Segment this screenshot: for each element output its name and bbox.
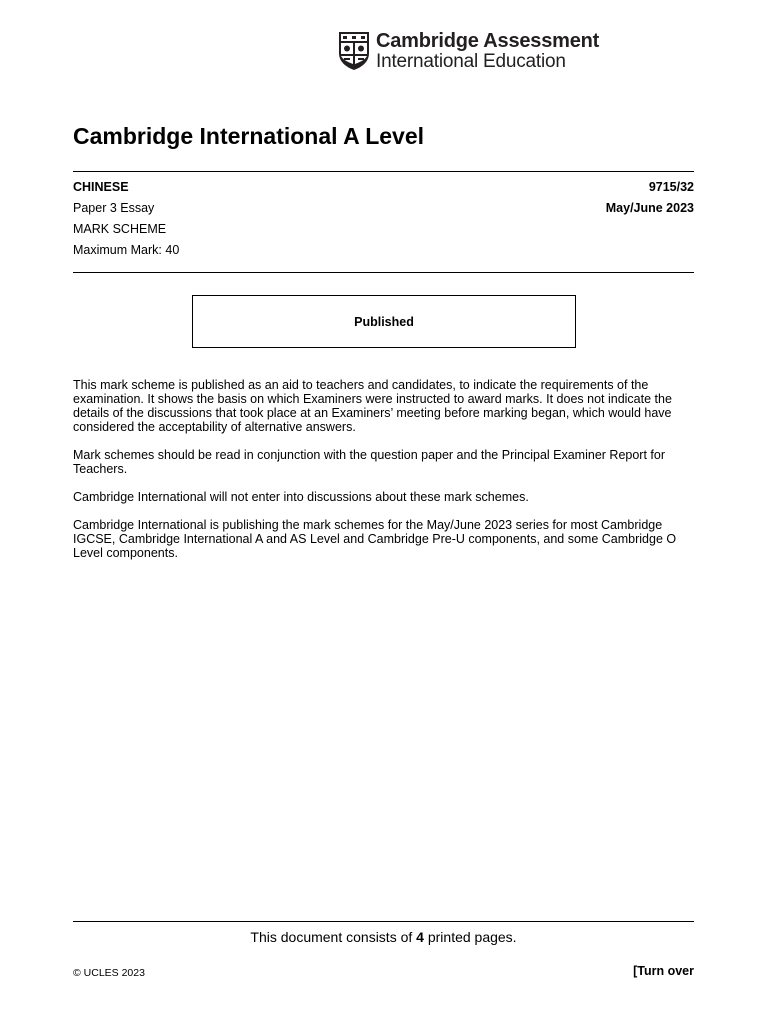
turn-over: [Turn over — [633, 964, 694, 978]
meta-right — [606, 177, 694, 219]
published-status-box — [192, 295, 576, 348]
footer-rule — [73, 921, 694, 922]
page-count-suffix: printed pages. — [427, 929, 517, 945]
paper-title: Paper 3 Essay — [73, 201, 155, 215]
top-rule — [73, 171, 694, 172]
qualification-title: Cambridge International A Level — [73, 123, 425, 149]
published-label: Published — [354, 314, 414, 329]
page-count-prefix: This document consists of — [250, 929, 413, 945]
maximum-mark: Maximum Mark: 40 — [73, 243, 180, 257]
logo-line-1: Cambridge Assessment — [376, 30, 600, 52]
logo-line-2: International Education — [376, 51, 566, 72]
document-type: MARK SCHEME — [73, 222, 167, 236]
page-count-note — [73, 929, 694, 946]
exam-session: May/June 2023 — [605, 201, 694, 215]
meta-left — [73, 177, 179, 261]
copyright: © UCLES 2023 — [73, 967, 145, 979]
meta-rule — [73, 272, 694, 273]
cambridge-shield-icon — [338, 31, 370, 71]
paragraph-conjunction: Mark schemes should be read in conjunction with the question paper and the Principal Examiner Report for Teachers. — [73, 448, 665, 476]
page-count: 4 — [416, 929, 424, 945]
subject: CHINESE — [73, 180, 129, 194]
paragraph-discussions: Cambridge International will not enter into discussions about these mark schemes. — [73, 490, 529, 504]
syllabus-code: 9715/32 — [648, 180, 694, 194]
cambridge-logo — [338, 30, 600, 72]
paragraph-publishing: Cambridge International is publishing the mark schemes for the May/June 2023 series for most Cambridge IGCSE, Cambridge International A and AS Level and Cambridge Pre-U components, and some Cambridge O Level components. — [73, 518, 677, 560]
paragraph-purpose: This mark scheme is published as an aid to teachers and candidates, to indicate the requirements of the examination. It shows the basis on which Examiners were instructed to award marks. It does not indicate the details of the discussions that took place at an Examiners’ meeting before marking began, which would have considered the acceptability of alternative answers. — [73, 378, 672, 434]
body-text — [73, 378, 695, 574]
